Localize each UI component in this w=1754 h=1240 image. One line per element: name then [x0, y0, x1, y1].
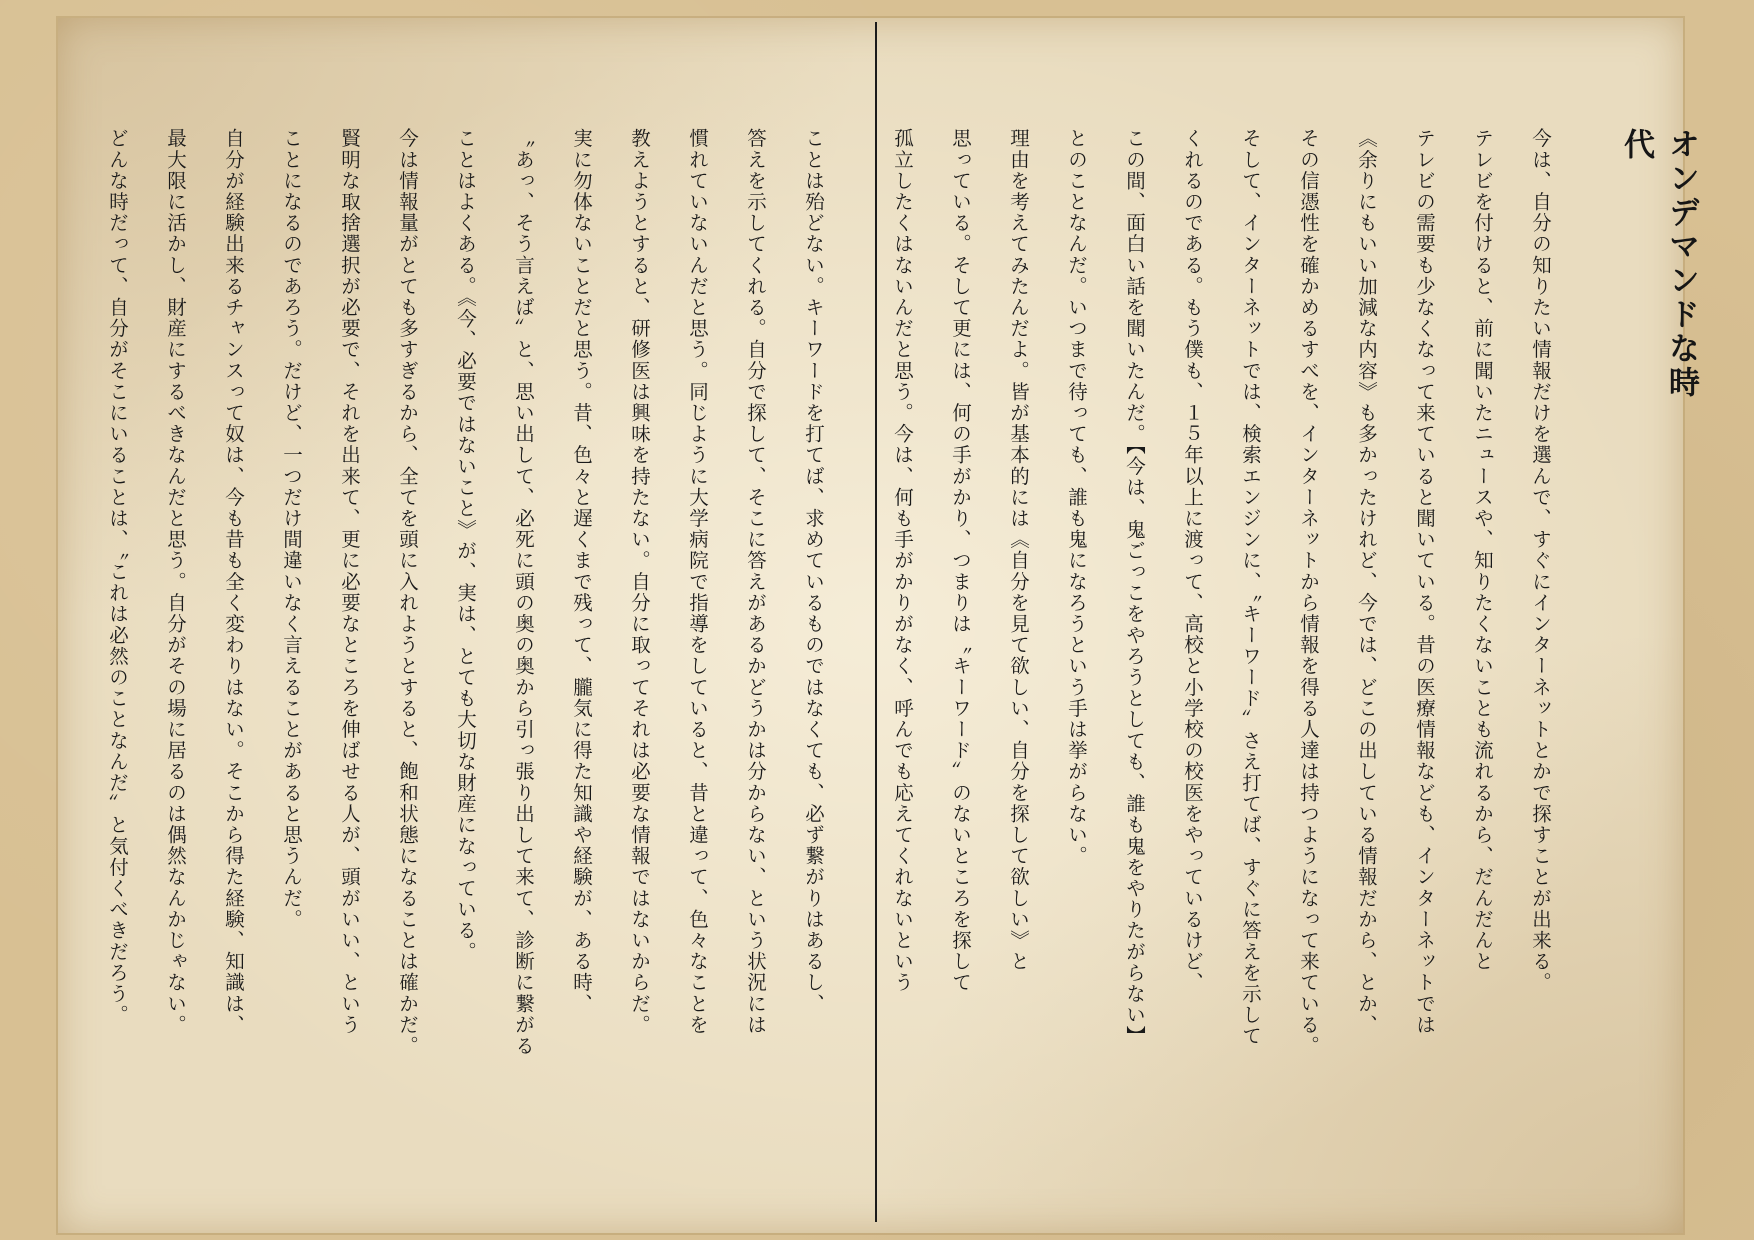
text-line: 賢明な取捨選択が必要で、それを出来て、更に必要なところを伸ばせる人が、頭がいい、という	[338, 128, 361, 1036]
text-line: くれるのである。もう僕も、１５年以上に渡って、高校と小学校の校医をやっているけど、	[1181, 128, 1204, 994]
text-line: そして、インターネットでは、検索エンジンに、〝キーワード〟さえ打てば、すぐに答えを示して	[1239, 128, 1262, 1047]
text-line: 孤立したくはないんだと思う。今は、何も手がかりがなく、呼んでも応えてくれないという	[891, 128, 914, 994]
text-line: 今は情報量がとても多すぎるから、全てを頭に入れようとすると、飽和状態になることは確かだ。	[396, 128, 419, 1057]
text-line: ことは殆どない。キーワードを打てば、求めているものではなくても、必ず繋がりはあるし、	[802, 128, 825, 1015]
text-line: ことはよくある。《今、必要ではないこと》が、実は、とても大切な財産になっている。	[454, 128, 477, 963]
text-line: 答えを示してくれる。自分で探して、そこに答えがあるかどうかは分からない、という状況には	[744, 128, 767, 1036]
text-line: 慣れていないんだと思う。同じように大学病院で指導をしていると、昔と違って、色々なことを	[686, 128, 709, 1036]
text-line: テレビを付けると、前に聞いたニュースや、知りたくないことも流れるから、だんだんと	[1471, 128, 1494, 972]
text-line: どんな時だって、自分がそこにいることは、〝これは必然のことなんだ〟と気付くべきだろう。	[106, 128, 129, 1026]
text-line: この間、面白い話を聞いたんだ。【今は、鬼ごっこをやろうとしても、誰も鬼をやりたがらない】	[1123, 128, 1146, 1047]
left-page-text	[88, 128, 842, 1128]
text-line: 今は、自分の知りたい情報だけを選んで、すぐにインターネットとかで探すことが出来る。	[1529, 128, 1552, 994]
text-line: その信憑性を確かめるすべを、インターネットから情報を得る人達は持つようになって来ている。	[1297, 128, 1320, 1057]
page-title: オンデマンドな時代	[1618, 128, 1699, 400]
text-line: テレビの需要も少なくなって来ていると聞いている。昔の医療情報なども、インターネットでは	[1413, 128, 1436, 1036]
right-page-text	[873, 128, 1569, 1128]
text-line: 実に勿体ないことだと思う。昔、色々と遅くまで残って、朧気に得た知識や経験が、ある時、	[570, 128, 593, 1015]
text-line: 自分が経験出来るチャンスって奴は、今も昔も全く変わりはない。そこから得た経験、知識は、	[222, 128, 245, 1036]
text-line: 《余りにもいい加減な内容》も多かったけれど、今では、どこの出している情報だから、とか、	[1355, 128, 1378, 1036]
text-line: ことになるのであろう。だけど、一つだけ間違いなく言えることがあると思うんだ。	[280, 128, 303, 930]
text-line: 最大限に活かし、財産にするべきなんだと思う。自分がその場に居るのは偶然なんかじゃない。	[164, 128, 187, 1036]
text-line: 教えようとすると、研修医は興味を持たない。自分に取ってそれは必要な情報ではないからだ。	[628, 128, 651, 1036]
text-line: 思っている。そして更には、何の手がかり、つまりは〝キーワード〟のないところを探して	[949, 128, 972, 994]
text-line: 〝あっ、そう言えば〟と、思い出して、必死に頭の奥の奥から引っ張り出して来て、診断に繋がる	[512, 128, 535, 1057]
text-line: とのことなんだ。いつまで待っても、誰も鬼になろうという手は挙がらない。	[1065, 128, 1088, 867]
text-line: 理由を考えてみたんだよ。皆が基本的には《自分を見て欲しい、自分を探して欲しい》と	[1007, 128, 1030, 972]
